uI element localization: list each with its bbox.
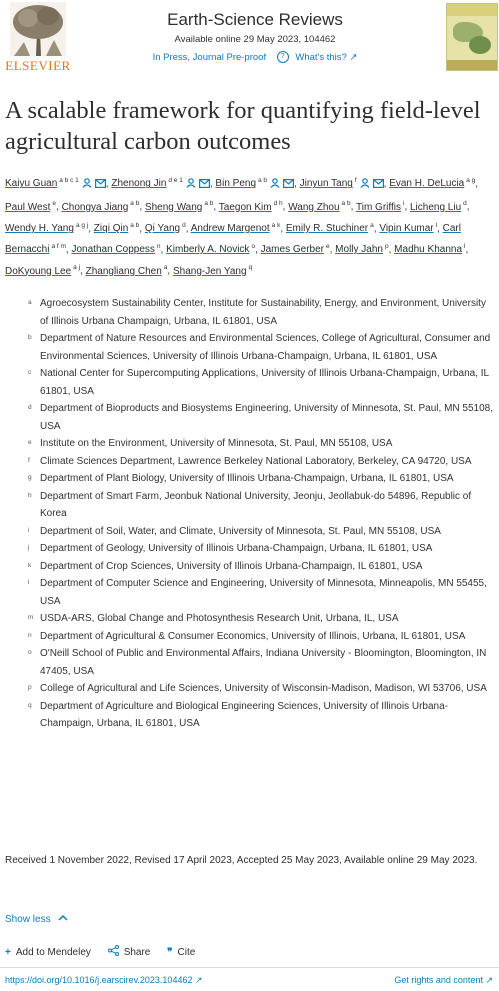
affiliation-label: k (28, 561, 32, 569)
author-list (5, 172, 497, 281)
affiliation-text: Department of Nature Resources and Environmental Sciences, College of Agricultural, Consumer and Environmental Sciences, University of Illinois Urbana-Champaign, Urbana, IL 61801, USA (40, 333, 491, 362)
affiliation-text: Agroecosystem Sustainability Center, Institute for Sustainability, Energy, and Environment, University of Illinois Urbana Champaign, Urbana, IL 61801, USA (40, 298, 486, 327)
author-name[interactable]: Molly Jahn (335, 244, 383, 256)
affiliation-item (0, 365, 499, 400)
author-separator: , (65, 244, 69, 256)
author-entry[interactable] (288, 202, 350, 213)
author-entry[interactable] (111, 178, 210, 189)
author-separator: , (105, 178, 109, 190)
author-separator: , (466, 201, 470, 213)
show-less-label: Show less (5, 914, 51, 925)
author-separator: , (383, 178, 387, 190)
cite-button[interactable]: ❞ Cite (167, 947, 196, 958)
affiliation-text: O'Neill School of Public and Environmental Affairs, Indiana University - Bloomington, Bloomington, IN 47405, USA (40, 648, 487, 677)
chevron-up-icon (58, 914, 68, 922)
affiliation-label: i (28, 526, 30, 534)
journal-cover-image[interactable] (446, 3, 498, 71)
affiliation-text: Department of Geology, University of Illinois Urbana-Champaign, Urbana, IL 61801, USA (40, 543, 433, 554)
affiliation-label: o (28, 649, 32, 656)
affiliation-item (0, 610, 499, 628)
affiliation-item (0, 680, 499, 698)
author-affiliation-marks[interactable]: q (248, 264, 253, 272)
rights-link[interactable]: Get rights and content ↗ (394, 975, 493, 985)
author-name[interactable]: Shang-Jen Yang (172, 265, 247, 277)
author-name[interactable]: Ziqi Qin (93, 222, 129, 234)
author-separator: , (437, 222, 440, 234)
author-name[interactable]: Jinyun Tang (299, 178, 353, 190)
affiliation-text: Department of Bioproducts and Biosystems Engineering, University of Minnesota, St. Paul, MN 55108, USA (40, 403, 494, 432)
author-name[interactable]: Evan H. DeLucia (389, 178, 465, 190)
article-title: A scalable framework for quantifying field-level agricultural carbon outcomes (5, 97, 481, 155)
affiliation-text: Department of Crop Sciences, University of Illinois Urbana-Champaign, IL 61801, USA (40, 560, 423, 572)
elsevier-tree-icon (10, 2, 66, 56)
author-separator: , (213, 201, 217, 213)
affiliation-label: b (28, 334, 32, 341)
affiliation-item (0, 523, 499, 541)
status-text: In Press, Journal Pre-proof (152, 51, 267, 63)
help-icon[interactable]: ? (277, 51, 289, 63)
affiliation-item (0, 575, 499, 610)
author-affiliation-marks[interactable]: n (156, 242, 161, 250)
mail-icon[interactable] (95, 177, 106, 195)
affiliation-item (0, 400, 499, 435)
author-entry[interactable] (144, 200, 217, 213)
author-separator: , (282, 201, 286, 213)
author-entry[interactable] (215, 178, 294, 189)
doi-link[interactable]: https://doi.org/10.1016/j.earscirev.2023.104462 ↗ (5, 975, 203, 985)
author-affiliation-marks[interactable]: i (402, 200, 405, 208)
author-affiliation-marks[interactable]: p (384, 242, 389, 250)
share-button[interactable]: Share (108, 945, 151, 958)
author-separator: , (160, 244, 164, 256)
affiliation-text: Department of Soil, Water, and Climate, University of Minnesota, St. Paul, MN 55108, USA (40, 525, 441, 537)
author-affiliation-marks[interactable]: l (435, 221, 438, 229)
affiliation-text: Department of Plant Biology, University of Illinois Urbana-Champaign, Urbana, IL 61801, USA (40, 473, 454, 484)
affiliation-text: Department of Agriculture and Biological Engineering Sciences, University of Illinois Urbana-Champaign, Urbana, IL 61801, USA (40, 700, 448, 729)
mail-icon[interactable] (283, 177, 294, 195)
affiliation-item (0, 470, 499, 488)
author-separator: , (209, 178, 213, 190)
author-name[interactable]: Qi Yang (144, 222, 181, 234)
person-icon[interactable] (186, 177, 196, 195)
author-name[interactable]: Tim Griffis (355, 201, 401, 213)
affiliation-item (0, 295, 499, 330)
affiliation-text: National Center for Supercomputing Applications, University of Illinois Urbana-Champaign, Urbana, IL 61801, USA (40, 368, 489, 397)
elsevier-logo[interactable] (4, 2, 71, 73)
affiliation-text: USDA-ARS, Global Change and Photosynthesis Research Unit, Urbana, IL, USA (40, 613, 399, 624)
author-name[interactable]: Chongya Jiang (61, 201, 129, 213)
author-affiliation-marks[interactable]: a b (341, 200, 351, 208)
author-affiliation-marks[interactable]: o (251, 242, 256, 250)
author-name[interactable]: Carl Bernacchi (5, 222, 461, 256)
author-separator: , (404, 201, 408, 213)
affiliation-label: q (28, 701, 32, 709)
person-icon[interactable] (270, 177, 280, 195)
author-name[interactable]: Bin Peng (215, 178, 257, 190)
author-entry[interactable] (173, 266, 252, 277)
author-separator: , (56, 201, 59, 213)
author-entry[interactable] (5, 223, 88, 234)
journal-title[interactable]: Earth-Science Reviews (167, 10, 343, 29)
share-icon (108, 945, 119, 956)
affiliation-text: College of Agricultural and Life Sciences, University of Wisconsin-Madison, Madison, WI 53706, USA (40, 683, 487, 694)
affiliation-text: Department of Agricultural & Consumer Economics, University of Illinois, Urbana, IL 61801, USA (40, 630, 466, 642)
article-toolbar (5, 945, 209, 958)
mail-icon[interactable] (199, 177, 210, 195)
author-separator: , (373, 222, 377, 234)
author-separator: , (280, 222, 284, 234)
author-affiliation-marks[interactable]: d e 1 (168, 177, 183, 184)
author-entry[interactable] (286, 223, 374, 234)
author-affiliation-marks[interactable]: e (52, 200, 57, 208)
author-separator: , (388, 244, 392, 256)
author-entry[interactable] (61, 200, 143, 213)
author-entry[interactable] (5, 266, 80, 277)
affiliation-text: Department of Smart Farm, Jeonbuk National University, Jeonju, Jeollabuk-do 54896, Republic of Korea (40, 490, 472, 519)
author-entry[interactable] (190, 221, 284, 234)
author-entry[interactable] (5, 202, 56, 213)
author-affiliation-marks[interactable]: a j (73, 264, 81, 272)
author-entry[interactable] (300, 178, 384, 189)
author-separator: , (185, 222, 189, 234)
author-affiliation-marks[interactable]: a (163, 264, 168, 272)
author-entry[interactable] (71, 244, 160, 255)
author-name[interactable]: Andrew Margenot (190, 222, 270, 234)
article-dates: Received 1 November 2022, Revised 17 April 2023, Accepted 25 May 2023, Available online 29 May 2023. (5, 855, 478, 866)
author-name[interactable]: Zhenong Jin (111, 178, 167, 190)
author-name[interactable]: Vipin Kumar (379, 222, 434, 234)
author-entry[interactable] (219, 202, 283, 213)
author-entry[interactable] (166, 244, 255, 255)
article-header (0, 0, 499, 88)
author-entry[interactable] (394, 244, 465, 255)
author-entry[interactable] (85, 264, 171, 277)
show-less-button[interactable] (5, 914, 68, 925)
quote-icon: ❞ (167, 947, 173, 958)
person-icon[interactable] (360, 177, 370, 195)
author-name[interactable]: Licheng Liu (410, 201, 462, 213)
author-name[interactable]: Kimberly A. Novick (166, 244, 250, 256)
author-name[interactable]: Paul West (5, 201, 51, 213)
author-separator: , (255, 244, 258, 256)
affiliation-text: Climate Sciences Department, Lawrence Berkeley National Laboratory, Berkeley, CA 94720, USA (40, 455, 472, 467)
author-name[interactable]: James Gerber (260, 244, 324, 256)
author-affiliation-marks[interactable]: l (464, 242, 466, 250)
affiliation-item (0, 540, 499, 558)
author-separator: , (139, 222, 143, 234)
affiliation-label: c (28, 369, 32, 376)
author-name[interactable]: Wang Zhou (288, 201, 340, 213)
author-affiliation-marks[interactable]: a b c 1 (59, 177, 79, 184)
author-name[interactable]: Taegon Kim (218, 201, 272, 213)
affiliation-label: e (28, 439, 32, 446)
online-date: Available online 29 May 2023, 104462 (174, 34, 336, 45)
author-entry[interactable] (5, 178, 106, 189)
author-separator: , (167, 265, 171, 277)
author-affiliation-marks[interactable]: a f m (51, 242, 66, 250)
author-separator: , (139, 201, 143, 213)
affiliation-label: a (28, 299, 32, 306)
author-separator: , (329, 244, 333, 256)
affiliation-text: Department of Computer Science and Engineering, University of Minnesota, Minneapolis, MN 55455, USA (40, 578, 487, 607)
author-affiliation-marks[interactable]: a b (258, 177, 268, 184)
author-name[interactable]: Emily R. Stuchiner (285, 222, 369, 234)
author-name[interactable]: Kaiyu Guan (5, 178, 58, 190)
author-entry[interactable] (356, 202, 404, 213)
mail-icon[interactable] (373, 177, 384, 195)
affiliation-label: l (28, 579, 30, 586)
author-entry[interactable] (145, 223, 186, 234)
affiliation-label: m (28, 614, 34, 621)
author-affiliation-marks[interactable]: d (463, 200, 467, 208)
elsevier-wordmark: ELSEVIER (5, 58, 71, 73)
author-entry[interactable] (93, 221, 143, 234)
affiliation-label: n (28, 631, 32, 639)
author-affiliation-marks[interactable]: a k (271, 221, 281, 229)
author-affiliation-marks[interactable]: a b (204, 200, 214, 208)
add-to-mendeley-button[interactable]: + Add to Mendeley (5, 947, 91, 958)
author-entry[interactable] (389, 178, 475, 189)
affiliation-label: f (28, 456, 30, 464)
affiliation-item (0, 435, 499, 453)
affiliation-item (0, 488, 499, 523)
author-name[interactable]: Sheng Wang (144, 201, 203, 213)
author-separator: , (88, 222, 92, 234)
author-affiliation-marks[interactable]: a (370, 221, 374, 229)
affiliation-item (0, 628, 499, 646)
author-affiliation-marks[interactable]: a g j (75, 221, 89, 229)
author-name[interactable]: Jonathan Coppess (71, 244, 155, 256)
whats-this-link[interactable]: What's this? ↗ (295, 51, 358, 63)
author-affiliation-marks[interactable]: a g (466, 177, 476, 184)
affiliation-text: Institute on the Environment, University of Minnesota, St. Paul, MN 55108, USA (40, 438, 393, 449)
author-entry[interactable] (379, 223, 437, 234)
author-entry[interactable] (410, 202, 467, 213)
author-affiliation-marks[interactable]: d h (273, 200, 283, 208)
author-affiliation-marks[interactable]: f (354, 177, 357, 184)
author-separator: , (350, 201, 354, 213)
author-name[interactable]: DoKyoung Lee (5, 265, 72, 277)
author-separator: , (294, 178, 297, 190)
author-affiliation-marks[interactable]: e (325, 242, 330, 250)
author-affiliation-marks[interactable]: a b (130, 200, 140, 208)
affiliation-item (0, 453, 499, 471)
affiliation-label: g (28, 474, 32, 481)
affiliation-item (0, 645, 499, 680)
affiliation-list (0, 295, 499, 733)
author-entry[interactable] (261, 244, 330, 255)
affiliation-label: h (28, 491, 32, 499)
author-affiliation-marks[interactable]: d (182, 221, 186, 229)
author-separator: , (465, 244, 469, 256)
status-line (110, 51, 400, 63)
affiliation-item (0, 698, 499, 733)
person-icon[interactable] (82, 177, 92, 195)
author-name[interactable]: Wendy H. Yang (5, 222, 74, 234)
author-entry[interactable] (335, 244, 388, 255)
affiliation-label: p (28, 684, 32, 691)
author-separator: , (475, 178, 479, 190)
author-separator: , (80, 265, 83, 277)
author-name[interactable]: Zhangliang Chen (85, 265, 162, 277)
footer-divider (0, 967, 499, 968)
author-name[interactable]: Madhu Khanna (394, 244, 463, 256)
affiliation-label: d (28, 404, 32, 411)
plus-icon: + (5, 947, 11, 958)
journal-info (110, 10, 400, 63)
author-affiliation-marks[interactable]: a b (130, 221, 140, 229)
affiliation-item (0, 330, 499, 365)
affiliation-item (0, 558, 499, 576)
affiliation-label: j (28, 544, 30, 551)
